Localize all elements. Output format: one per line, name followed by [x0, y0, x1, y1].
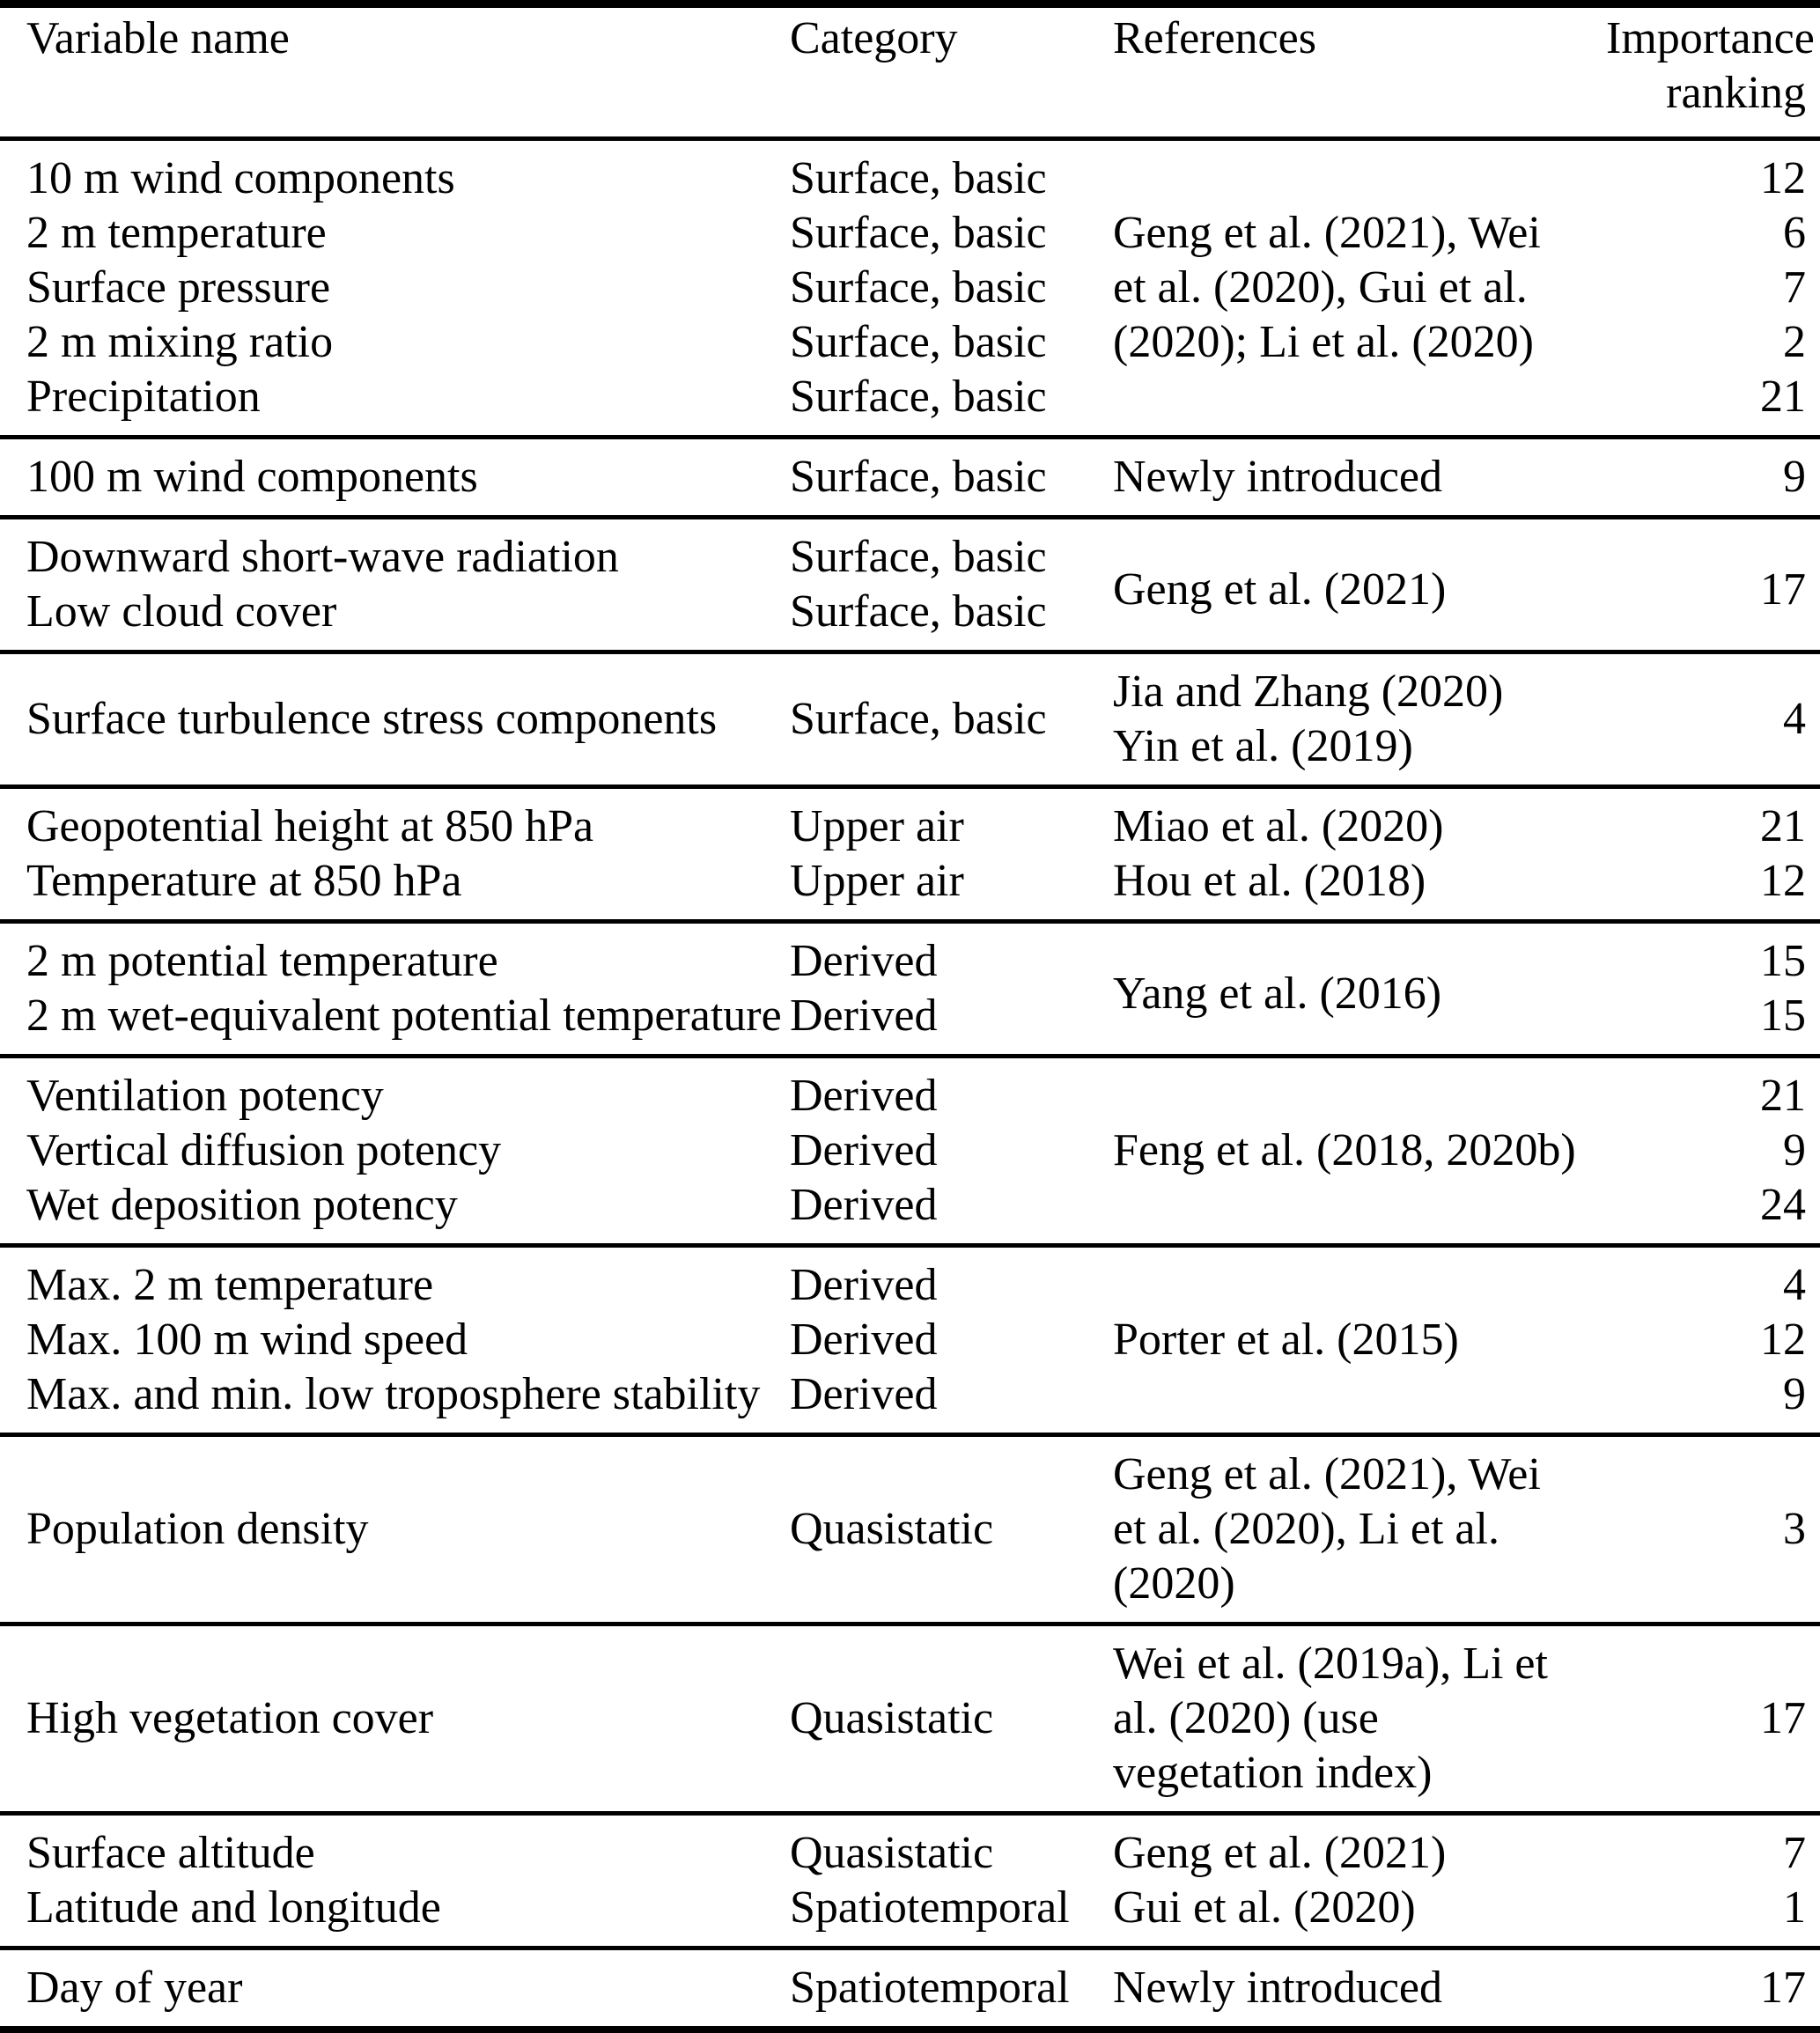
category-cell: Surface, basic	[790, 452, 1047, 502]
variable-name-cell: Temperature at 850 hPa	[26, 856, 462, 906]
references-cell: Feng et al. (2018, 2020b)	[1113, 1125, 1576, 1175]
reference-line: Jia and Zhang (2020)	[1113, 667, 1504, 717]
variable-name-cell: Max. and min. low troposphere stability	[26, 1369, 761, 1419]
importance-ranking-cell: 12	[1760, 1315, 1806, 1365]
category-cell: Upper air	[790, 801, 964, 851]
table-group	[0, 518, 1820, 652]
table-group	[0, 1246, 1820, 1435]
header-category: Category	[790, 13, 958, 63]
importance-ranking-cell: 12	[1760, 153, 1806, 203]
variable-name-cell: Ventilation potency	[26, 1071, 384, 1121]
table-row	[0, 1814, 1820, 1882]
table-group	[0, 922, 1820, 1057]
table-row	[0, 518, 1820, 586]
variable-name-cell: Low cloud cover	[26, 586, 337, 637]
table-group	[0, 1814, 1820, 1948]
reference-line: al. (2020) (use	[1113, 1693, 1379, 1743]
table-row	[0, 1881, 1820, 1948]
references-cell	[1113, 1624, 1606, 1814]
category-cell: Surface, basic	[790, 262, 1047, 313]
references-cell: Porter et al. (2015)	[1113, 1315, 1459, 1365]
table-row	[0, 652, 1820, 787]
importance-ranking-cell: 7	[1783, 262, 1806, 313]
header-variable-name: Variable name	[26, 13, 290, 63]
variable-name-cell: 10 m wind components	[26, 153, 455, 203]
variable-name-cell: 2 m mixing ratio	[26, 317, 334, 367]
table-row	[0, 922, 1820, 990]
category-cell: Derived	[790, 1125, 938, 1175]
table-row	[0, 1123, 1820, 1178]
references-cell: Hou et al. (2018)	[1113, 856, 1426, 906]
importance-ranking-cell: 9	[1783, 1369, 1806, 1419]
table-row	[0, 854, 1820, 922]
references-cell: Newly introduced	[1113, 452, 1443, 502]
reference-line: Wei et al. (2019a), Li et	[1113, 1639, 1548, 1689]
importance-ranking-cell: 3	[1783, 1504, 1806, 1554]
reference-line: vegetation index)	[1113, 1748, 1433, 1798]
category-cell: Spatiotemporal	[790, 1882, 1070, 1933]
table-group	[0, 1435, 1820, 1624]
importance-ranking-cell: 17	[1760, 564, 1806, 615]
references-cell	[1113, 1367, 1606, 1435]
reference-line: et al. (2020), Li et al.	[1113, 1504, 1499, 1554]
references-cell: Geng et al. (2021), Wei	[1113, 208, 1541, 258]
table-group	[0, 652, 1820, 787]
table-row	[0, 1624, 1820, 1814]
table-row	[0, 1057, 1820, 1124]
category-cell: Derived	[790, 1315, 938, 1365]
variable-name-cell: Vertical diffusion potency	[26, 1125, 502, 1175]
references-cell	[1113, 1435, 1606, 1624]
category-cell: Derived	[790, 1369, 938, 1419]
table-group	[0, 438, 1820, 518]
references-cell: (2020); Li et al. (2020)	[1113, 317, 1534, 367]
table-row	[0, 787, 1820, 855]
importance-ranking-cell: 4	[1783, 694, 1806, 744]
table-row	[0, 206, 1820, 261]
references-cell	[1113, 652, 1606, 787]
references-cell	[1113, 1057, 1606, 1124]
references-cell: Gui et al. (2020)	[1113, 1882, 1416, 1933]
importance-ranking-cell: 24	[1760, 1180, 1806, 1230]
category-cell: Surface, basic	[790, 372, 1047, 422]
importance-ranking-cell: 15	[1760, 991, 1806, 1041]
category-cell: Quasistatic	[790, 1828, 994, 1878]
variable-name-cell: Day of year	[26, 1963, 243, 2013]
importance-ranking-cell: 15	[1760, 936, 1806, 986]
category-cell: Upper air	[790, 856, 964, 906]
table-row	[0, 315, 1820, 370]
references-cell	[1113, 139, 1606, 207]
category-cell: Quasistatic	[790, 1693, 994, 1743]
references-cell	[1113, 1246, 1606, 1314]
category-cell: Surface, basic	[790, 317, 1047, 367]
variable-name-cell: 2 m wet-equivalent potential temperature	[26, 991, 782, 1041]
references-cell: Miao et al. (2020)	[1113, 801, 1444, 851]
variable-name-cell: Latitude and longitude	[26, 1882, 441, 1933]
references-cell	[1113, 370, 1606, 438]
table-group	[0, 1057, 1820, 1246]
variable-name-cell: 2 m potential temperature	[26, 936, 498, 986]
variable-name-cell: Surface altitude	[26, 1828, 315, 1878]
importance-ranking-cell: 17	[1760, 1963, 1806, 2013]
references-cell	[1113, 1178, 1606, 1246]
importance-ranking-cell: 9	[1783, 1125, 1806, 1175]
header-importance-line2: ranking	[1666, 68, 1806, 118]
variable-name-cell: Geopotential height at 850 hPa	[26, 801, 594, 851]
table-row	[0, 1246, 1820, 1314]
header-references: References	[1113, 13, 1316, 63]
category-cell: Surface, basic	[790, 694, 1047, 744]
header-importance-line1: Importance	[1606, 13, 1815, 63]
table-group	[0, 139, 1820, 438]
reference-line: Geng et al. (2021), Wei	[1113, 1449, 1541, 1499]
category-cell: Surface, basic	[790, 532, 1047, 582]
importance-ranking-cell: 9	[1783, 452, 1806, 502]
category-cell: Derived	[790, 936, 938, 986]
importance-ranking-cell: 4	[1783, 1260, 1806, 1310]
table-row	[0, 261, 1820, 315]
importance-ranking-cell: 1	[1783, 1882, 1806, 1933]
variable-name-cell: Population density	[26, 1504, 369, 1554]
variable-name-cell: Surface pressure	[26, 262, 331, 313]
importance-ranking-cell: 2	[1783, 317, 1806, 367]
table-row	[0, 1313, 1820, 1367]
header-row	[0, 4, 1820, 139]
reference-line: Yin et al. (2019)	[1113, 721, 1413, 771]
variable-name-cell: High vegetation cover	[26, 1693, 434, 1743]
category-cell: Surface, basic	[790, 153, 1047, 203]
header-importance-ranking	[1606, 4, 1820, 139]
table-row	[0, 1948, 1820, 2030]
category-cell: Surface, basic	[790, 208, 1047, 258]
category-cell: Derived	[790, 1071, 938, 1121]
table-row	[0, 1178, 1820, 1246]
variable-name-cell: Surface turbulence stress components	[26, 694, 718, 744]
variable-name-cell: 100 m wind components	[26, 452, 478, 502]
variable-name-cell: Downward short-wave radiation	[26, 532, 619, 582]
table-row	[0, 1367, 1820, 1435]
variable-name-cell: Max. 100 m wind speed	[26, 1315, 468, 1365]
category-cell: Derived	[790, 1180, 938, 1230]
variable-name-cell: 2 m temperature	[26, 208, 327, 258]
references-cell: Yang et al. (2016)	[1113, 969, 1442, 1019]
references-cell: Geng et al. (2021)	[1113, 564, 1447, 615]
table-group	[0, 1948, 1820, 2030]
importance-ranking-cell: 12	[1760, 856, 1806, 906]
importance-ranking-cell: 17	[1760, 1693, 1806, 1743]
importance-ranking-cell: 21	[1760, 1071, 1806, 1121]
importance-ranking-cell: 7	[1783, 1828, 1806, 1878]
category-cell: Derived	[790, 1260, 938, 1310]
variable-name-cell: Precipitation	[26, 372, 261, 422]
importance-ranking-cell: 6	[1783, 208, 1806, 258]
category-cell: Spatiotemporal	[790, 1963, 1070, 2013]
category-cell: Quasistatic	[790, 1504, 994, 1554]
importance-ranking-cell: 21	[1760, 372, 1806, 422]
table-row	[0, 139, 1820, 207]
references-cell: Geng et al. (2021)	[1113, 1828, 1447, 1878]
table-row	[0, 438, 1820, 518]
variable-name-cell: Max. 2 m temperature	[26, 1260, 434, 1310]
table-row	[0, 370, 1820, 438]
table-group	[0, 787, 1820, 922]
importance-ranking-cell: 21	[1760, 801, 1806, 851]
variable-name-cell: Wet deposition potency	[26, 1180, 458, 1230]
reference-line: (2020)	[1113, 1558, 1235, 1609]
references-cell: Newly introduced	[1113, 1963, 1443, 2013]
table-header	[0, 4, 1820, 139]
category-cell: Surface, basic	[790, 586, 1047, 637]
table-row	[0, 1435, 1820, 1624]
references-cell: et al. (2020), Gui et al.	[1113, 262, 1528, 313]
table-group	[0, 1624, 1820, 1814]
category-cell: Derived	[790, 991, 938, 1041]
